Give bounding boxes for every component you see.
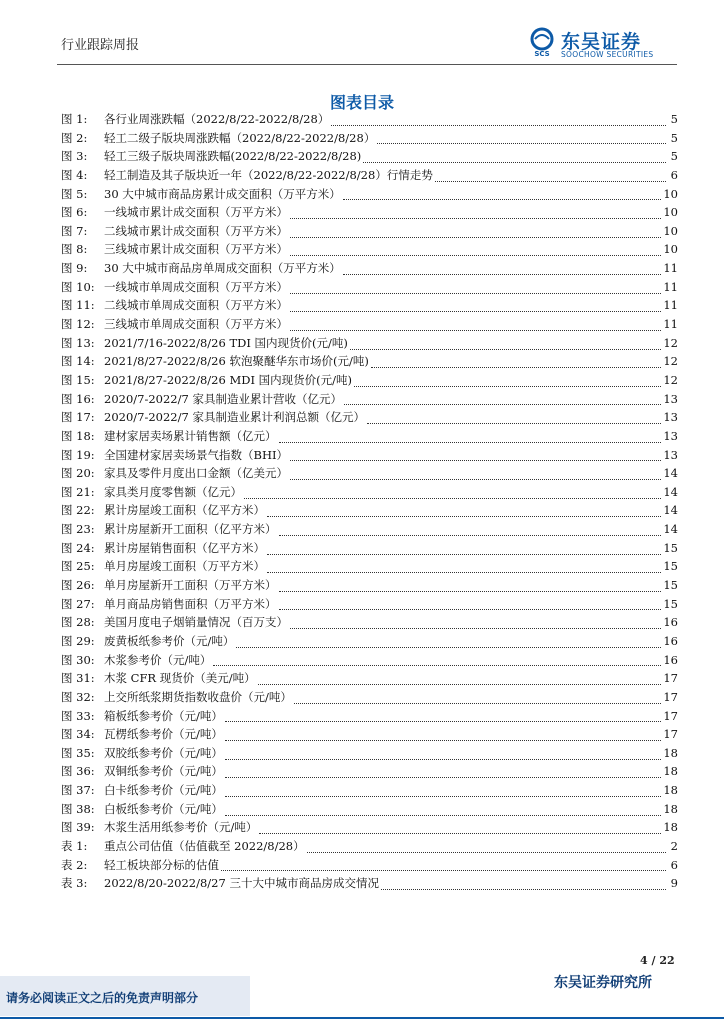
toc-entry-page: 16 [663,633,678,648]
toc-entry-title: 30 大中城市商品房累计成交面积（万平方米） [104,186,341,201]
toc-entry[interactable] [61,725,678,744]
toc-entry[interactable] [61,483,678,502]
toc-entry[interactable] [61,613,678,632]
toc-entry[interactable] [61,707,678,726]
toc-entry-label: 图 8: [61,242,88,257]
toc-entry[interactable] [61,539,678,558]
toc-entry-label: 图 32: [61,689,95,704]
toc-entry[interactable] [61,595,678,614]
toc-entry[interactable] [61,315,678,334]
toc-entry-page: 17 [663,689,678,704]
toc-leader-dots [377,131,666,144]
toc-entry-title: 家具类月度零售额（亿元） [104,484,242,499]
toc-entry-page: 15 [663,559,678,574]
toc-entry-page: 14 [663,466,678,481]
toc-entry-page: 12 [663,372,678,387]
toc-entry-label: 图 11: [61,298,95,313]
toc-entry[interactable] [61,651,678,670]
toc-entry[interactable] [61,296,678,315]
toc-entry-page: 5 [670,112,678,126]
toc-entry-page: 11 [663,298,678,313]
toc-entry-label: 图 15: [61,372,95,387]
toc-entry-label: 图 27: [61,596,95,611]
toc-entry-page: 14 [663,522,678,537]
toc-entry-label: 图 23: [61,522,95,537]
toc-entry-label: 图 7: [61,223,88,238]
toc-entry-title: 2020/7-2022/7 家具制造业累计利润总额（亿元） [104,410,365,425]
toc-entry-label: 图 24: [61,540,95,555]
toc-entry-label: 图 19: [61,447,95,462]
toc-entry-label: 图 17: [61,410,95,425]
toc-entry-title: 单月房屋竣工面积（万平方米） [104,559,265,574]
toc-entry[interactable] [61,185,678,204]
toc-leader-dots [344,392,661,405]
soochow-logo-icon [527,27,557,57]
toc-entry-label: 图 2: [61,130,88,145]
toc-leader-dots [290,616,661,629]
toc-leader-dots [354,374,661,387]
toc-entry-title: 二线城市累计成交面积（万平方米） [104,223,288,238]
logo-chinese-name: 东吴证券 [561,31,642,53]
toc-entry-title: 轻工三级子版块周涨跌幅(2022/8/22-2022/8/28) [104,149,362,164]
toc-entry[interactable] [61,874,678,893]
toc-entry-label: 图 35: [61,745,95,760]
toc-entry-label: 图 28: [61,615,95,630]
toc-entry-label: 图 39: [61,820,95,835]
toc-leader-dots [244,486,661,499]
toc-entry[interactable] [61,557,678,576]
toc-entry-label: 图 26: [61,578,95,593]
toc-entry-title: 累计房屋竣工面积（亿平方米） [104,503,265,518]
toc-entry-page: 15 [663,578,678,593]
toc-entry-title: 2021/8/27-2022/8/26 MDI 国内现货价(元/吨) [104,372,353,387]
toc-leader-dots [279,523,662,536]
toc-entry-title: 各行业周涨跌幅（2022/8/22-2022/8/28） [104,112,330,126]
disclaimer-banner [0,976,250,1016]
toc-entry-title: 重点公司估值（估值截至 2022/8/28） [104,838,305,853]
toc-leader-dots [381,877,666,890]
toc-entry-title: 轻工制造及其子版块近一年（2022/8/22-2022/8/28）行情走势 [104,167,433,182]
toc-entry-page: 13 [663,447,678,462]
toc-leader-dots [213,653,661,666]
toc-entry-page: 5 [670,149,678,164]
toc-leader-dots [290,299,661,312]
page-title: 图表目录 [329,93,394,112]
toc-entry[interactable] [61,856,678,875]
brand-logo [527,27,677,61]
toc-entry[interactable] [61,147,678,166]
toc-leader-dots [221,858,666,871]
section-label: 行业跟踪周报 [61,38,140,53]
toc-entry-label: 图 38: [61,801,95,816]
toc-leader-dots [267,542,661,555]
toc-entry-title: 三线城市累计成交面积（万平方米） [104,242,288,257]
toc-entry-label: 图 5: [61,186,88,201]
toc-entry-page: 13 [663,428,678,443]
toc-entry[interactable] [61,744,678,763]
toc-entry-page: 11 [663,261,678,276]
toc-entry-label: 图 25: [61,559,95,574]
toc-entry-label: 图 18: [61,428,95,443]
toc-entry[interactable] [61,688,678,707]
toc-entry-label: 图 36: [61,764,95,779]
toc-leader-dots [225,728,661,741]
toc-entry-title: 白卡纸参考价（元/吨） [104,783,223,798]
toc-entry-page: 18 [663,764,678,779]
toc-entry-label: 图 22: [61,503,95,518]
disclaimer-text: 请务必阅读正文之后的免责声明部分 [6,991,199,1005]
toc-entry[interactable] [61,520,678,539]
toc-entry[interactable] [61,501,678,520]
toc-entry-title: 轻工二级子版块周涨跌幅（2022/8/22-2022/8/28） [104,130,376,145]
toc-entry-page: 10 [663,205,678,220]
toc-entry-title: 废黄板纸参考价（元/吨） [104,633,235,648]
toc-entry-page: 11 [663,317,678,332]
toc-entry-page: 14 [663,484,678,499]
toc-entry[interactable] [61,800,678,819]
page-number: 4 / 22 [640,954,675,967]
toc-leader-dots [363,150,666,163]
toc-leader-dots [290,318,661,331]
toc-entry-page: 18 [663,820,678,835]
toc-leader-dots [350,337,661,350]
toc-entry-title: 三线城市单周成交面积（万平方米） [104,317,288,332]
toc-leader-dots [279,579,662,592]
toc-entry[interactable] [61,166,678,185]
toc-leader-dots [371,355,662,368]
toc-entry-page: 11 [663,279,678,294]
table-of-contents [61,110,678,893]
institute-name: 东吴证券研究所 [554,975,652,991]
toc-entry[interactable] [61,446,678,465]
toc-leader-dots [290,243,661,256]
toc-leader-dots [225,784,661,797]
toc-entry-title: 二线城市单周成交面积（万平方米） [104,298,288,313]
toc-leader-dots [307,840,666,853]
toc-entry-label: 图 37: [61,783,95,798]
toc-entry-title: 家具及零件月度出口金额（亿美元） [104,466,288,481]
toc-leader-dots [290,206,661,219]
toc-entry-label: 图 14: [61,354,95,369]
toc-entry-label: 图 1: [61,112,88,126]
toc-entry-title: 木浆生活用纸参考价（元/吨） [104,820,258,835]
toc-entry-title: 上交所纸浆期货指数收盘价（元/吨） [104,689,292,704]
toc-entry-title: 2021/8/27-2022/8/26 软泡聚醚华东市场价(元/吨) [104,354,369,369]
toc-entry-label: 图 12: [61,317,95,332]
toc-leader-dots [343,187,662,200]
toc-entry-title: 2020/7-2022/7 家具制造业累计营收（亿元） [104,391,342,406]
toc-leader-dots [236,635,661,648]
toc-entry[interactable] [61,781,678,800]
toc-entry-title: 累计房屋新开工面积（亿平方米） [104,522,277,537]
toc-entry-title: 30 大中城市商品房单周成交面积（万平方米） [104,261,341,276]
toc-entry-title: 双铜纸参考价（元/吨） [104,764,223,779]
toc-entry[interactable] [61,129,678,148]
toc-leader-dots [367,411,661,424]
toc-entry-title: 箱板纸参考价（元/吨） [104,708,223,723]
toc-entry-title: 累计房屋销售面积（亿平方米） [104,540,265,555]
toc-entry-label: 图 33: [61,708,95,723]
toc-entry-page: 16 [663,615,678,630]
toc-entry-page: 17 [663,671,678,686]
toc-entry-title: 2022/8/20-2022/8/27 三十大中城市商品房成交情况 [104,876,379,891]
toc-leader-dots [290,281,661,294]
header-divider [57,64,677,65]
toc-entry-label: 图 9: [61,261,88,276]
toc-entry[interactable] [61,259,678,278]
toc-leader-dots [290,448,661,461]
toc-leader-dots [331,113,666,126]
toc-entry[interactable] [61,762,678,781]
toc-entry-page: 17 [663,727,678,742]
toc-entry-label: 图 13: [61,335,95,350]
toc-entry[interactable] [61,278,678,297]
toc-entry-title: 建材家居卖场累计销售额（亿元） [104,428,277,443]
toc-entry-title: 白板纸参考价（元/吨） [104,801,223,816]
toc-entry-page: 5 [670,130,678,145]
toc-entry-page: 13 [663,410,678,425]
toc-leader-dots [290,467,661,480]
toc-entry-page: 12 [663,335,678,350]
toc-entry-page: 10 [663,223,678,238]
toc-entry-title: 木浆 CFR 现货价（美元/吨） [104,671,256,686]
toc-entry-page: 12 [663,354,678,369]
toc-entry[interactable] [61,818,678,837]
toc-entry[interactable] [61,576,678,595]
toc-entry-label: 图 6: [61,205,88,220]
toc-entry[interactable] [61,240,678,259]
toc-leader-dots [343,262,662,275]
toc-entry-title: 一线城市累计成交面积（万平方米） [104,205,288,220]
toc-leader-dots [290,225,661,238]
toc-entry-label: 图 3: [61,149,88,164]
toc-entry-label: 图 4: [61,167,88,182]
toc-entry-label: 图 21: [61,484,95,499]
toc-leader-dots [294,691,661,704]
toc-entry-title: 木浆参考价（元/吨） [104,652,212,667]
footer-divider [0,1017,724,1019]
toc-entry-page: 2 [670,838,678,853]
toc-leader-dots [435,169,666,182]
toc-entry-page: 10 [663,186,678,201]
toc-leader-dots [259,821,661,834]
toc-leader-dots [225,803,661,816]
toc-entry-label: 图 16: [61,391,95,406]
toc-entry-label: 图 29: [61,633,95,648]
toc-entry-page: 10 [663,242,678,257]
toc-leader-dots [267,560,661,573]
toc-entry-title: 轻工板块部分标的估值 [104,857,219,872]
toc-entry-title: 一线城市单周成交面积（万平方米） [104,279,288,294]
toc-leader-dots [225,709,661,722]
toc-entry-page: 18 [663,801,678,816]
toc-entry[interactable] [61,371,678,390]
toc-entry-page: 13 [663,391,678,406]
toc-entry-page: 17 [663,708,678,723]
toc-entry-label: 图 34: [61,727,95,742]
toc-leader-dots [267,504,661,517]
toc-entry[interactable] [61,352,678,371]
toc-entry[interactable] [61,203,678,222]
toc-entry-title: 双胶纸参考价（元/吨） [104,745,223,760]
toc-entry-label: 图 30: [61,652,95,667]
toc-entry-label: 表 2: [61,857,88,872]
toc-entry-title: 美国月度电子烟销量情况（百万支） [104,615,288,630]
toc-entry-page: 18 [663,783,678,798]
toc-entry[interactable] [61,110,678,129]
toc-entry-page: 16 [663,652,678,667]
toc-entry[interactable] [61,837,678,856]
toc-entry-label: 表 3: [61,876,88,891]
toc-entry-page: 14 [663,503,678,518]
toc-entry[interactable] [61,464,678,483]
toc-entry-label: 图 10: [61,279,95,294]
toc-leader-dots [225,747,661,760]
toc-leader-dots [279,597,662,610]
toc-entry-title: 2021/7/16-2022/8/26 TDI 国内现货价(元/吨) [104,335,348,350]
svg-text:SCS: SCS [534,50,550,57]
toc-entry-title: 瓦楞纸参考价（元/吨） [104,727,223,742]
toc-entry-page: 6 [670,857,678,872]
logo-english-name: SOOCHOW SECURITIES [561,50,654,59]
toc-entry[interactable] [61,390,678,409]
toc-leader-dots [279,430,662,443]
toc-entry-label: 图 20: [61,466,95,481]
toc-leader-dots [258,672,662,685]
toc-entry-page: 15 [663,596,678,611]
toc-entry-page: 15 [663,540,678,555]
toc-entry-page: 9 [670,876,678,891]
toc-entry[interactable] [61,408,678,427]
toc-entry-title: 全国建材家居卖场景气指数（BHI） [104,447,289,462]
toc-entry[interactable] [61,632,678,651]
toc-leader-dots [225,765,661,778]
toc-entry-title: 单月房屋新开工面积（万平方米） [104,578,277,593]
toc-entry-label: 表 1: [61,838,88,853]
toc-entry-label: 图 31: [61,671,95,686]
toc-entry[interactable] [61,222,678,241]
toc-entry[interactable] [61,334,678,353]
toc-entry-page: 6 [670,167,678,182]
toc-entry-page: 18 [663,745,678,760]
toc-entry[interactable] [61,669,678,688]
toc-entry[interactable] [61,427,678,446]
toc-entry-title: 单月商品房销售面积（万平方米） [104,596,277,611]
